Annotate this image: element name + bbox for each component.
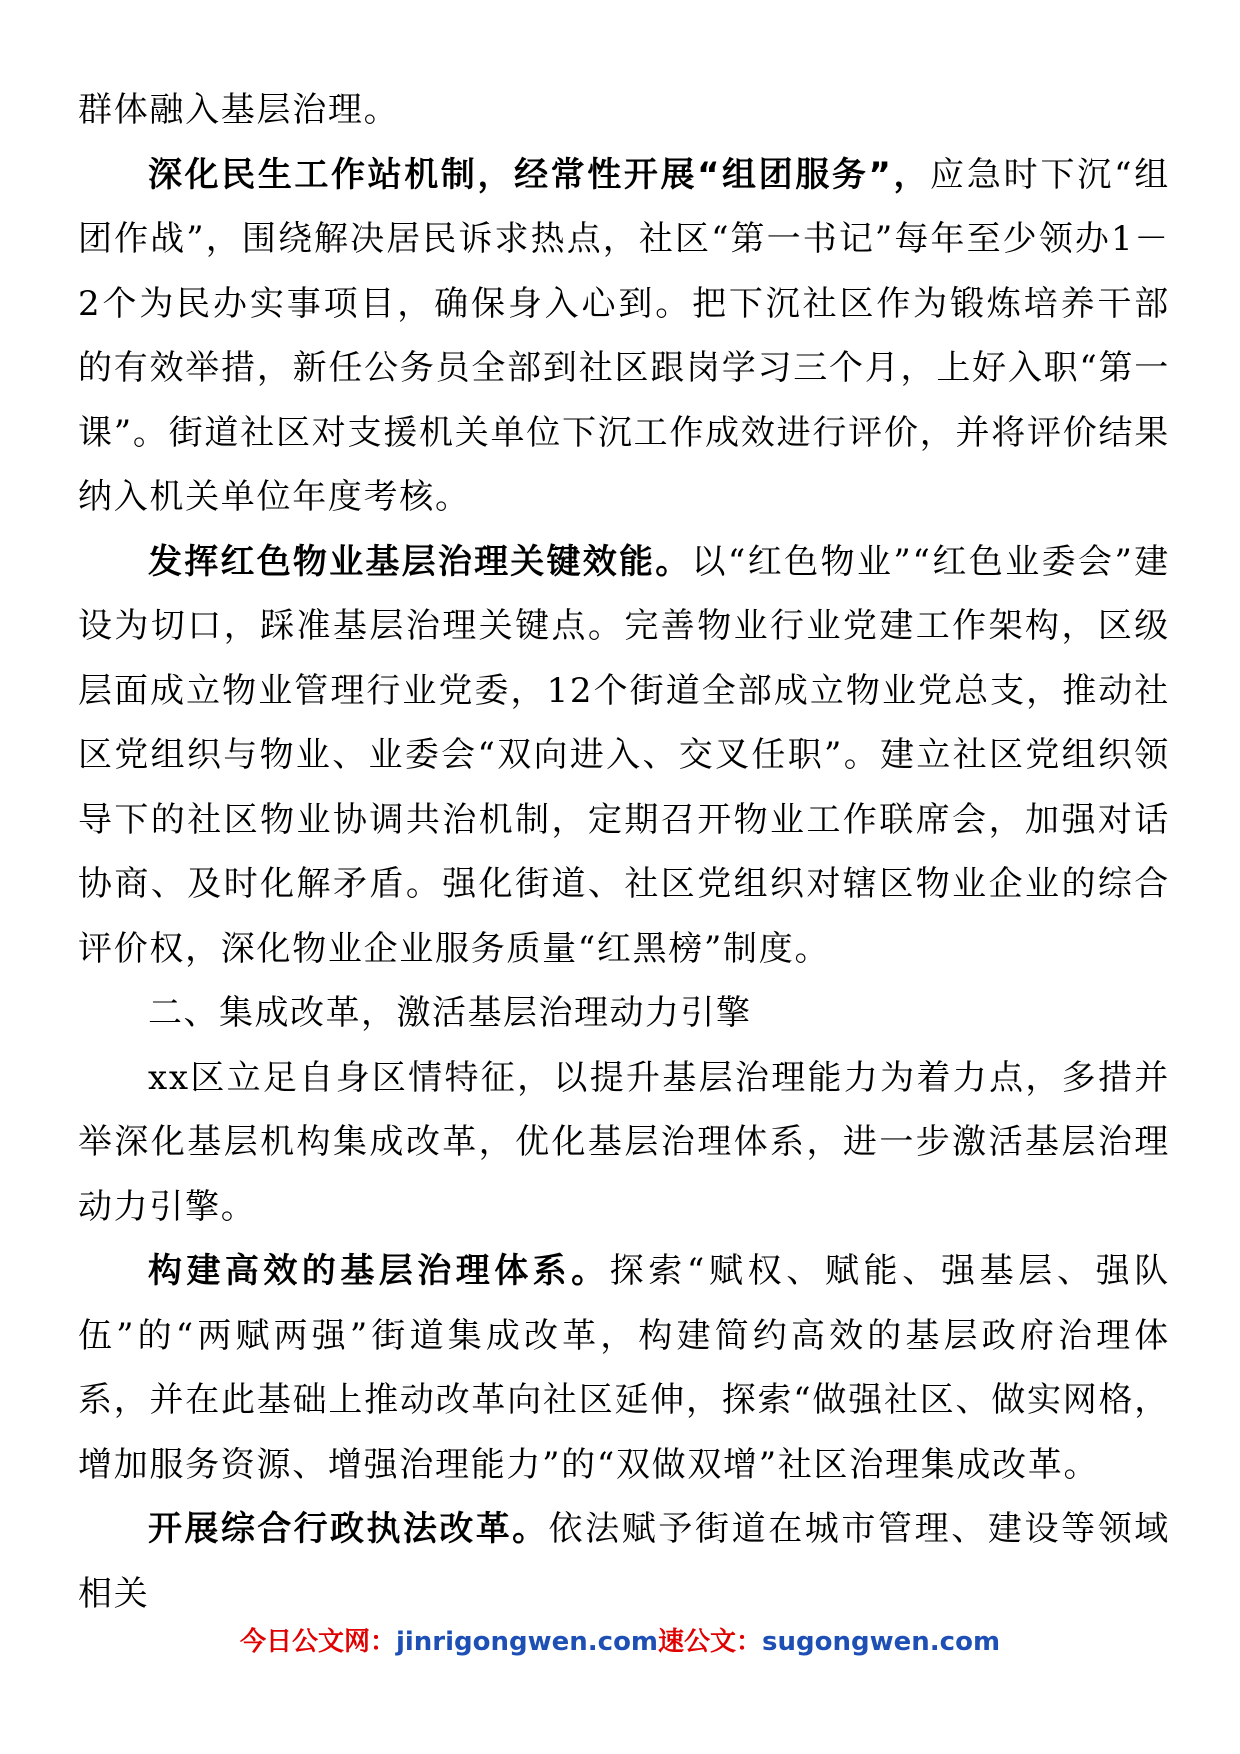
paragraph-lead: 发挥红色物业基层治理关键效能。 [148,541,692,582]
paragraph-text: 探索“赋权、赋能、强基层、强队伍”的“两赋两强”街道集成改革，构建简约高效的基层政府治理体系，并在此基础上推动改革向社区延伸，探索“做强社区、做实网格，增加服务资源、增强治理能力”的“双做双增”社区治理集成改革。 [78,1251,1170,1485]
footer-watermark [0,1622,1240,1662]
paragraph-text: 依法赋予街道在城市管理、建设等领域相关 [78,1509,1171,1614]
footer-link-2[interactable]: sugongwen.com [762,1627,1001,1657]
paragraph-lead: 深化民生工作站机制，经常性开展“组团服务”， [148,154,931,195]
paragraph-livelihood-station [78,143,1170,530]
paragraph-red-property [78,530,1170,982]
paragraph-enforcement-reform [78,1497,1170,1626]
paragraph-text: 应急时下沉“组团作战”，围绕解决居民诉求热点，社区“第一书记”每年至少领办1－2个为民办实事项目，确保身入心到。把下沉社区作为锻炼培养干部的有效举措，新任公务员全部到社区跟岗学习三个月，上好入职“第一课”。街道社区对支援机关单位下沉工作成效进行评价，并将评价结果纳入机关单位年度考核。 [78,154,1170,517]
paragraph-text: 以“红色物业”“红色业委会”建设为切口，踩准基层治理关键点。完善物业行业党建工作架构，区级层面成立物业管理行业党委，12个街道全部成立物业党总支，推动社区党组织与物业、业委会“双向进入、交叉任职”。建立社区党组织领导下的社区物业协调共治机制，定期召开物业工作联席会，加强对话协商、及时化解矛盾。强化街道、社区党组织对辖区物业企业的综合评价权，深化物业企业服务质量“红黑榜”制度。 [78,541,1170,969]
footer-label-1: 今日公文网： [239,1627,396,1657]
paragraph-intro [78,1046,1170,1240]
paragraph-lead: 开展综合行政执法改革。 [148,1509,549,1549]
paragraph-continuation: 群体融入基层治理。 [78,90,400,130]
document-body [78,78,1170,1626]
paragraph-governance-system [78,1239,1170,1497]
footer-link-1[interactable]: jinrigongwen.com [395,1627,659,1657]
paragraph-lead: 构建高效的基层治理体系。 [148,1251,610,1291]
section-heading: 二、集成改革，激活基层治理动力引擎 [148,993,752,1033]
paragraph-text: xx区立足自身区情特征，以提升基层治理能力为着力点，多措并举深化基层机构集成改革，优化基层治理体系，进一步激活基层治理动力引擎。 [78,1057,1170,1227]
footer-label-2: 速公文： [658,1627,763,1657]
